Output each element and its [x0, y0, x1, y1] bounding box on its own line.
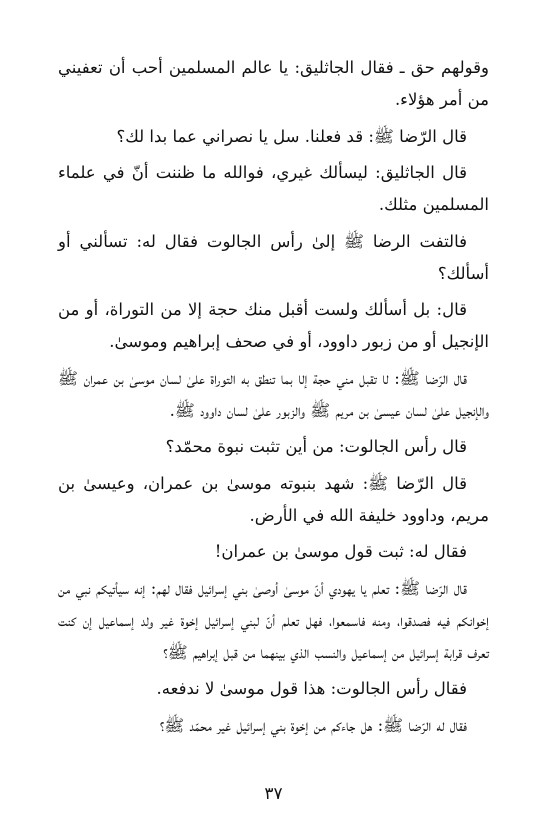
paragraph: قال رأس الجالوت: من أين تثبت نبوة محمّد؟	[165, 437, 467, 456]
paragraph: قال الجاثليق: ليسألك غيري، فوالله ما ظننت أنّ في علماء المسلمين مثلك.	[58, 163, 489, 214]
paragraph: قال الرّضا ﷺ: شهد بنبوته موسىٰ بن عمران، وعيسىٰ بن مريم، وداوود خليفة الله في الأرض.	[58, 473, 489, 525]
page-number: ٣٧	[264, 784, 283, 804]
paragraph: فقال له: ثبت قول موسىٰ بن عمران!	[214, 542, 467, 561]
page-body-text	[58, 52, 489, 746]
paragraph: فقال رأس الجالوت: هذا قول موسىٰ لا ندفعه.	[156, 679, 467, 698]
paragraph: فقال له الرّضا ﷺ: هل جاءكم من إخوة بني إسرائيل غير محمّد ﷺ؟	[159, 715, 467, 735]
paragraph: قال الرّضا ﷺ: تعلم يا يهودي أنّ موسىٰ أوصىٰ بني إسرائيل فقال لهم: إنه سيأتيكم نبي من إخوانكم فيه فصدقوا، ومنه فاسمعوا، فهل تعلم أنّ لبني إسرائيل إخوة غير ولد إسماعيل إن كنت تعرف قرابة إسرائيل من إسماعيل والنسب الذي بينهما من قبل إبراهيم ﷺ؟	[58, 578, 489, 662]
paragraph: فالتفت الرضا ﷺ إلىٰ رأس الجالوت فقال له: تسألني أو أسألك؟	[58, 231, 489, 283]
paragraph: قال: بل أسألك ولست أقبل منك حجة إلا من التوراة، أو من الإنجيل أو من زبور داوود، أو في صحف إبراهيم وموسىٰ.	[58, 300, 489, 351]
paragraph: وقولهم حق ـ فقال الجاثليق: يا عالم المسلمين أحب أن تعفيني من أمر هؤلاء.	[58, 58, 489, 109]
paragraph: قال الرّضا ﷺ: قد فعلنا. سل يا نصراني عما بدا لك؟	[116, 126, 467, 146]
paragraph: قال الرّضا ﷺ: لا تقبل مني حجة إلا بما تنطق به التوراة علىٰ لسان موسىٰ بن عمران ﷺ والإنجيل علىٰ لسان عيسىٰ بن مريم ﷺ والزبور علىٰ لسان داوود ﷺ.	[58, 368, 489, 420]
